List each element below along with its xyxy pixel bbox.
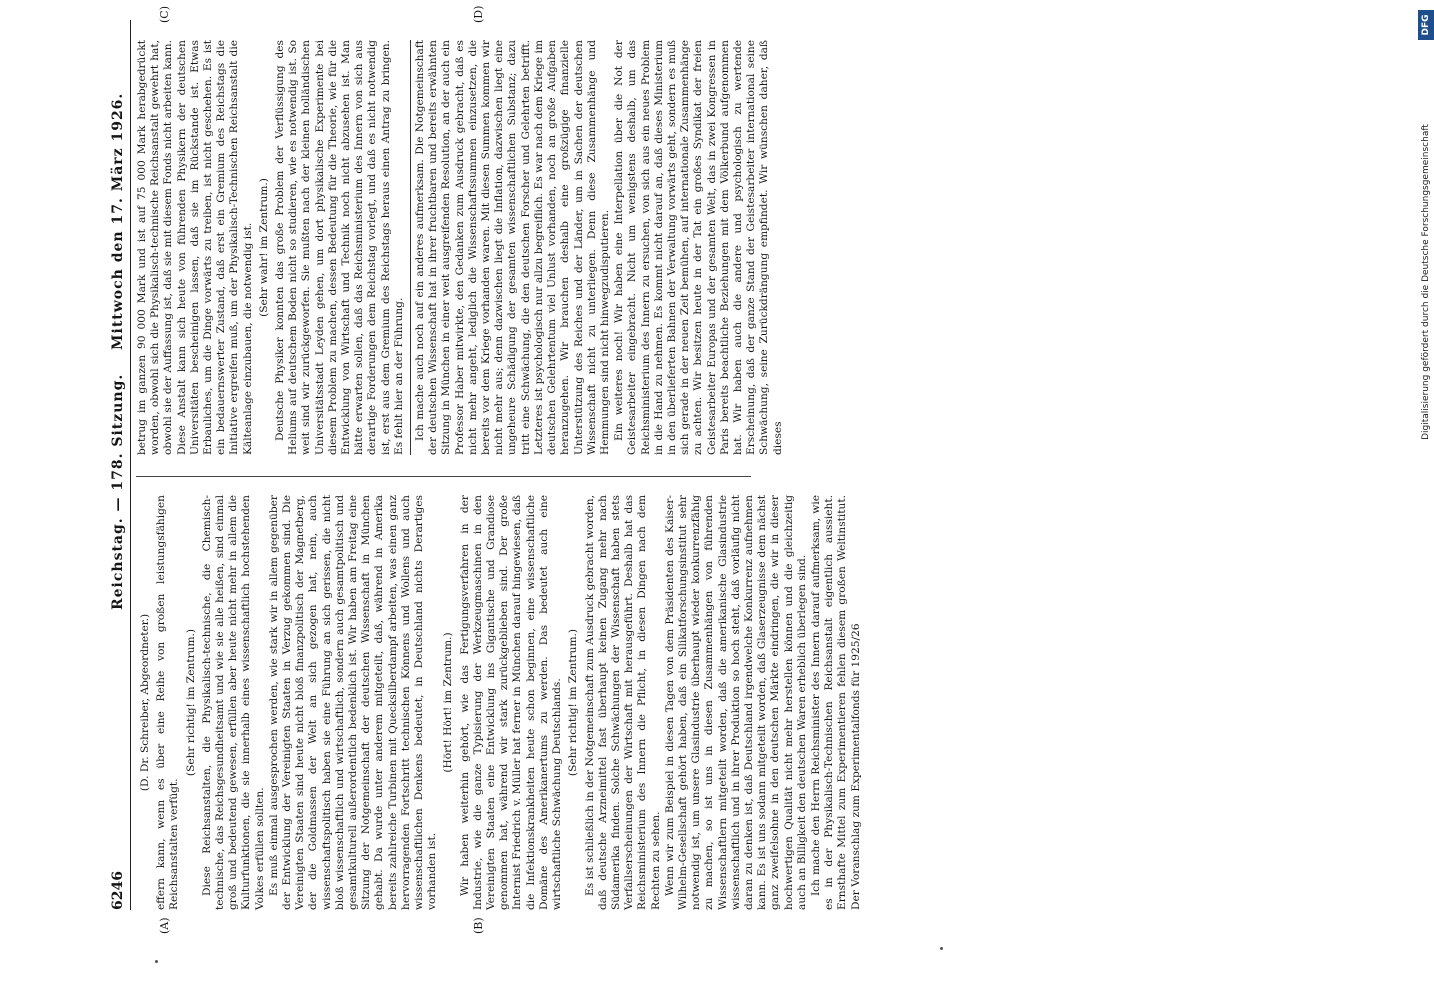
margin-marker-b: (B): [472, 917, 485, 934]
page-content: [80, 0, 862, 1000]
paragraph: Diese Reichsanstalten, die Physikalisch-technische, die Chemisch-technische, das Reichsgesundheitsamt und wie sie alle heißen, sind einmal groß und bedeutend gewesen, erfüllen aber heute nicht mehr in allem die Kulturfunktionen, die sie innerhalb eines wissenschaftlich hochstehenden Volkes erfüllen sollten.: [200, 495, 266, 910]
right-column: [136, 40, 784, 455]
session-date: Mittwoch den 17. März 1926.: [110, 92, 126, 350]
funding-credit-text: Digitalisierung gefördert durch die Deutsche Forschungsgemeinschaft: [1421, 123, 1431, 440]
paragraph: Es ist schließlich in der Notgemeinschaft zum Ausdruck gebracht worden, daß deutsche Arzneimittel fast überhaupt keinen Zugang mehr nach Südamerika finden. Solche Schwächungen der Wissenschaft haben stets Verfallserscheinungen der Wirtschaft mit herausgeführt. Deshalb hat das Reichsministerium des Innern die Pflicht, in diesen Dingen nach dem Rechten zu sehen.: [583, 495, 662, 910]
interjection: (Sehr richtig! im Zentrum.): [567, 628, 580, 777]
margin-marker-c: (C): [158, 6, 171, 23]
margin-marker-d: (D): [472, 5, 485, 23]
session-title: Reichstag. — 178. Sitzung.: [110, 373, 126, 610]
column-divider: [136, 476, 751, 477]
paragraph: Ein weiteres noch! Wir haben eine Interpellation über die Not der Geistesarbeiter eingebracht. Nicht um wenigstens deshalb, um das Reichsministerium des Innern zu ersuchen, von sich aus ein neues Problem in die Hand zu nehmen. Es kommt nicht darauf an, daß dieses Ministerium in den überlieferten Bahnen der Verwaltung vorwärts geht, sondern es muß sich gerade in der neuen Zeit bemühen, auf internationale Zusammenhänge zu achten. Wir besitzen heute in der Tat ein großes Syndikat der freien Geistesarbeiter Europas und der gesamten Welt, das in zwei Kongressen in Paris bereits beachtliche Beziehungen mit dem Völkerbund aufgenommen hat. Wir haben auch die andere und psychologisch zu wertende Erscheinung, daß der ganze Stand der Geistesarbeiter international seine Schwächung, seine Zurückdrängung empfindet. Wir wünschen daher, daß dieses: [613, 40, 784, 455]
scan-speck: [940, 947, 943, 950]
paragraph: Wenn wir zum Beispiel in diesen Tagen von dem Präsidenten des Kaiser-Wilhelm-Gesellschaft gehört haben, daß ein Silikatforschungsinstitut sehr notwendig ist, um unsere Glasindustrie überhaupt wieder konkurrenzfähig zu machen, so ist uns in diesen Zusammenhängen von führenden Wissenschaftlern mitgeteilt worden, daß die amerikanische Glasindustrie wissenschaftlich und in ihrer Produktion so hoch steht, daß vorläufig nicht daran zu denken ist, daß Deutschland irgendwelche Konkurrenz aufnehmen kann. Es ist uns sodann mitgeteilt worden, daß Glaserzeugnisse dem nächst ganz zweifelsohne in den deutschen Märkte eindringen, die wir in dieser hochwertigen Qualität nicht mehr herstellen können und die gleichzeitig auch an Billigkeit den deutschen Waren erheblich überlegen sind.: [663, 495, 808, 910]
dfg-logo-text: DFG: [1421, 14, 1431, 36]
left-column: [136, 495, 862, 910]
speaker-line: (D. Dr. Schreiber, Abgeordneter.): [139, 613, 151, 792]
paragraph: Es muß einmal ausgesprochen werden, wie stark wir in allem gegenüber der Entwicklung der Vereinigten Staaten in Verzug gekommen sind. Die Vereinigten Staaten sind heute nicht bloß finanzpolitisch der Magnetberg, der die Goldmassen der Welt an sich gezogen hat, nein, auch wissenschaftspolitisch haben sie eine Führung an sich gerissen, die nicht bloß wissenschaftlich und wirtschaftlich, sondern auch gesamtpolitisch und gesamtkulturell außerordentlich bedenklich ist. Wir haben am Freitag eine Sitzung der Notgemeinschaft der deutschen Wissenschaft in München gehabt. Da wurde unter anderem mitgeteilt, daß, während in Amerika bereits zahlreiche Turbinen mit Quecksilberdampf arbeiten, was einen ganz hervorragenden Fortschritt technischen Könnens und Wollens und auch wissenschaftlichen Denkens bedeutet, in Deutschland nichts Derartiges vorhanden ist.: [267, 495, 439, 910]
paragraph: Deutsche Physiker konnten das große Problem der Verflüssigung des Heliums auf deutschem Boden nicht so studieren, wie es notwendig ist. So weit sind wir zurückgeworfen. Sie mußten nach der kleinen holländischen Universitätsstadt Leyden gehen, um dort physikalische Experimente bei diesem Problem zu machen, dessen Bedeutung für die Theorie, wie für die Entwicklung von Wirtschaft und Technik noch nicht abzusehen ist. Man hätte erwarten sollen, daß das Reichsministerium des Innern von sich aus derartige Forderungen dem Reichstag vorlegt, und daß es nicht notwendig ist, erst aus dem Gremium des Reichstags heraus einen Antrag zu bringen. Es fehlt hier an der Führung.: [274, 40, 405, 455]
interjection: (Sehr richtig! im Zentrum.): [184, 628, 197, 777]
paragraph: effern kann, wenn es über eine Reihe von großen leistungsfähigen Reichsanstalten verfügt.: [155, 495, 181, 910]
margin-marker-a: (A): [158, 917, 171, 934]
scanned-page: [80, 0, 1080, 1000]
interjection: (Hört! Hört! im Zentrum.): [442, 632, 455, 773]
page-number: 6246: [110, 871, 126, 910]
interjection: (Sehr wahr! im Zentrum.): [257, 178, 270, 317]
funding-credit: [1418, 48, 1434, 515]
funding-sidebar: [1418, 10, 1434, 515]
dfg-logo: [1418, 10, 1434, 40]
section-rule: [410, 40, 411, 455]
paragraph: Wir haben weiterhin gehört, wie das Fertigungsverfahren in der Industrie, wie die ganze Typisierung der Werkzeugmaschinen in den Vereinigten Staaten eine Entwicklung ins Gigantische und Grandiose genommen hat, während wir stark zurückgeblieben sind. Der große Internist Friedrich v. Müller hat ferner in München darauf hingewiesen, daß die Infektionskrankheiten heute schon beginnen, eine wissenschaftliche Domäne des Amerikanertums zu werden. Das bedeutet auch eine wirtschaftliche Schwächung Deutschlands.: [458, 495, 564, 910]
paragraph: Ich mache den Herrn Reichsminister des Innern darauf aufmerksam, wie es in der Physikalisch-Technischen Reichsanstalt eigentlich aussieht. Ernsthafte Mittel zum Experimentieren fehlen diesem großen Weltinstitut. Der Voranschlag zum Experimentalfonds für 1925/26: [809, 495, 862, 910]
page-header: [108, 20, 131, 910]
paragraph: betrug im ganzen 90 000 Mark und ist auf 75 000 Mark herabgedrückt worden, obwohl sich die Physikalisch-technische Reichsanstalt gewehrt hat, obwohl sie der Auffassung ist, daß sie mit diesem Fonds nicht arbeiten kann. Diese Anstalt kann sich heute von führenden Physikern der deutschen Universitäten bescheinigen lassen, daß sie im Rückstande ist. Etwas Erbauliches, um die Dinge vorwärts zu treiben, ist nicht geschehen. Es ist ein bedauernswerter Zustand, daß erst ein Gremium des Reichstags die Initiative ergreifen muß, um der Physikalisch-Technischen Reichsanstalt die Kälteanlage einzubauen, die notwendig ist.: [136, 40, 254, 455]
scan-speck: [155, 960, 158, 963]
paragraph: Ich mache auch noch auf ein anderes aufmerksam. Die Notgemeinschaft der deutschen Wissenschaft hat in ihrer fruchtbaren und bereits erwähnten Sitzung in München in einer weit ausgreifenden Resolution, an der auch ein Professor Haber mitwirkte, den Gedanken zum Ausdruck gebracht, daß es nicht mehr angeht, lediglich die Wissenschaftssummen einzusetzen, die bereits vor dem Kriege vorhanden waren. Mit diesen Summen kommen wir nicht mehr aus; denn dazwischen liegt die Inflation, dazwischen liegt eine ungeheure Schädigung der gesamten wissenschaftlichen Substanz; dazu tritt eine Schwächung, die den deutschen Forscher und Gelehrten betrifft. Letzteres ist psychologisch nur allzu begreiflich. Es war nach dem Kriege im deutschen Gelehrtentum viel Unlust vorhanden, noch an große Aufgaben heranzugehen. Wir brauchen deshalb eine großzügige finanzielle Unterstützung des Reiches und der Länder, um in Sachen der deutschen Wissenschaft nicht zu unterliegen. Denn diese Zusammenhänge und Hemmungen sind nicht hinwegzudisputieren.: [414, 40, 611, 455]
